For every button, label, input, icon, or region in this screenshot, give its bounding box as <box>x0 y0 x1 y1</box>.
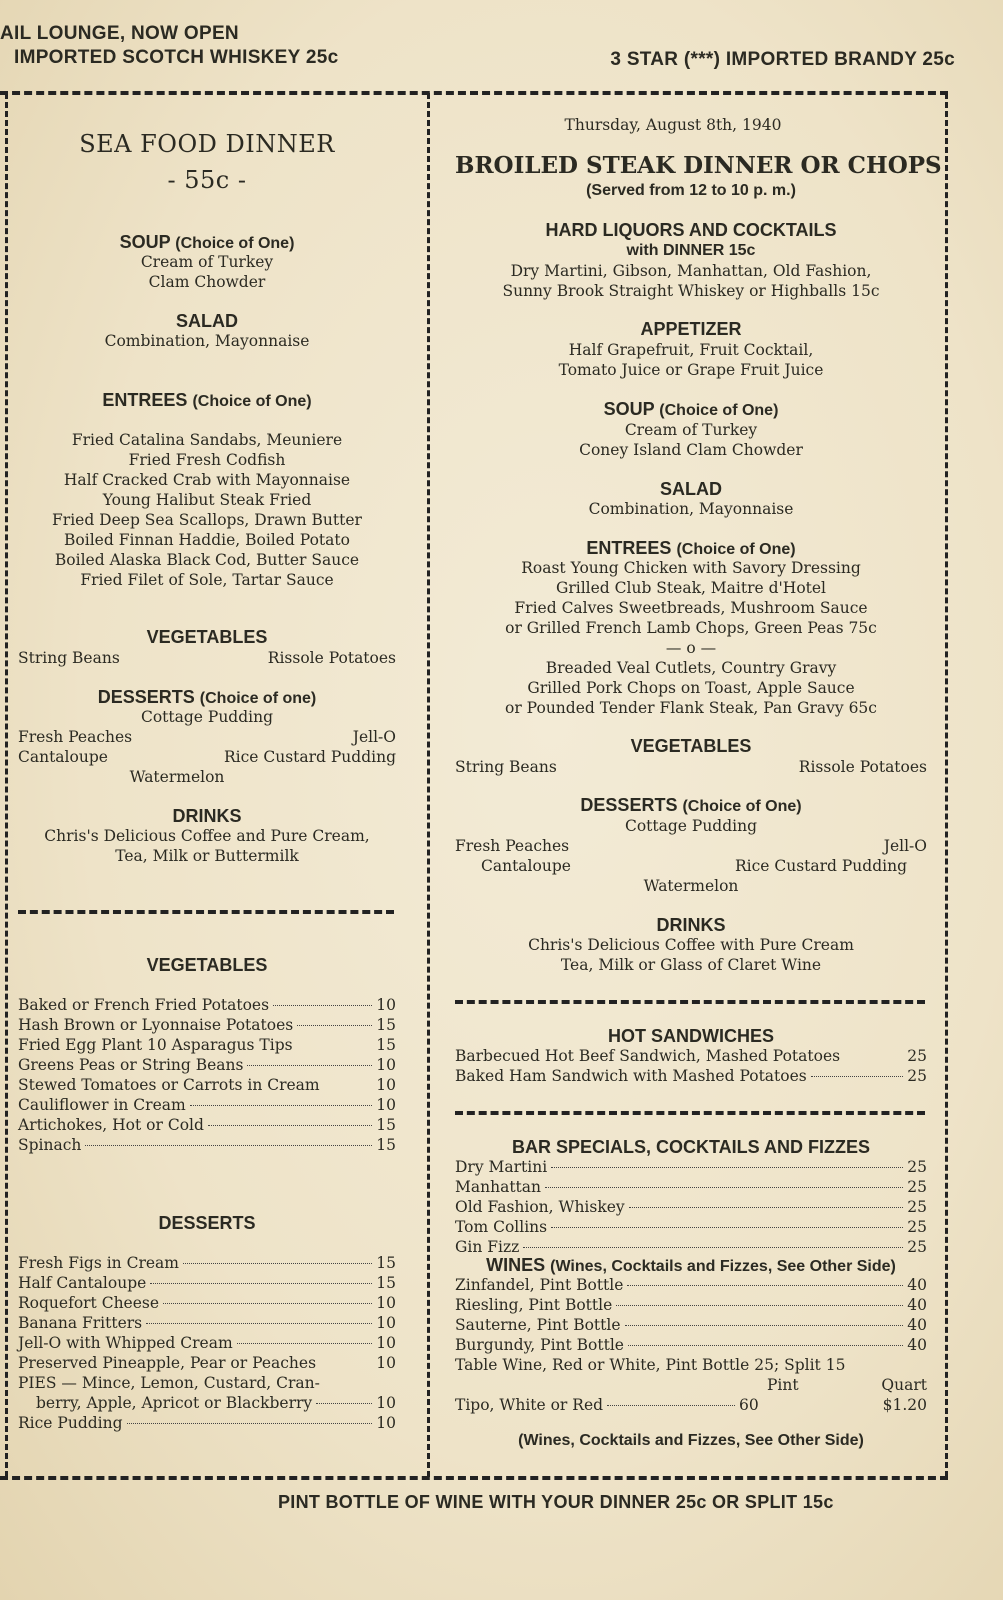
dessert-price-row-name: Roquefort Cheese <box>18 1294 160 1312</box>
bar-price-row <box>455 1237 927 1257</box>
left-vegetables-row <box>18 648 396 668</box>
vegetable-price-row-leader <box>297 1025 372 1026</box>
right-entree-item: — o — <box>665 639 717 657</box>
vegetable-price-row-leader <box>85 1145 372 1146</box>
wine-price-row-price: 40 <box>907 1316 927 1334</box>
right-vegetables-heading <box>455 736 927 756</box>
vegetable-price-row-name: Greens Peas or String Beans <box>18 1056 244 1074</box>
pies-price-row-price: 10 <box>376 1394 396 1412</box>
vegetable-price-row <box>18 995 396 1015</box>
dessert-price-row <box>18 1353 396 1373</box>
vegetable-price-row-name: Cauliflower in Cream <box>18 1096 186 1114</box>
right-soup-title: SOUP <box>603 399 655 419</box>
header-scotch: IMPORTED SCOTCH WHISKEY 25c <box>14 47 339 68</box>
wines-note: (Wines, Cocktails and Fizzes, See Other Side) <box>550 1258 896 1275</box>
dessert-price-row-leader <box>163 1303 372 1304</box>
vegetable-price-row <box>18 1135 396 1155</box>
vegetable-price-row-name: Stewed Tomatoes or Carrots in Cream <box>18 1076 320 1094</box>
right-vegetables-row-left: String Beans <box>455 758 557 776</box>
dessert-price-row-price: 10 <box>376 1314 396 1332</box>
right-entrees-title: ENTREES <box>586 538 672 558</box>
broiled-steak-title: BROILED STEAK DINNER OR CHOPS <box>455 152 942 179</box>
left-soup-note: (Choice of One) <box>175 235 295 252</box>
header-line1: AIL LOUNGE, NOW OPEN <box>0 23 239 44</box>
wine-price-row <box>455 1335 927 1355</box>
vegetable-price-row-leader <box>247 1065 372 1066</box>
vegetable-price-row-price: 15 <box>376 1016 396 1034</box>
vegetable-price-row-price: 10 <box>376 1076 396 1094</box>
dessert-price-row-leader <box>150 1283 372 1284</box>
appetizer-item: Half Grapefruit, Fruit Cocktail, <box>568 341 814 359</box>
vegetable-price-row <box>18 1015 396 1035</box>
bar-price-row-price: 25 <box>907 1198 927 1216</box>
left-soup-title: SOUP <box>119 232 171 252</box>
right-desserts-title: DESSERTS <box>580 795 678 815</box>
sandwich-price-row-price: 25 <box>907 1047 927 1065</box>
liquors-heading <box>455 220 927 240</box>
left-dessert-row <box>18 747 396 767</box>
bar-specials-title: BAR SPECIALS, COCKTAILS AND FIZZES <box>511 1137 870 1157</box>
alacarte-desserts-title: DESSERTS <box>158 1213 256 1233</box>
dessert-price-row-price: 10 <box>376 1334 396 1352</box>
left-entrees-note: (Choice of One) <box>192 393 312 410</box>
bar-price-row-name: Old Fashion, Whiskey <box>455 1198 625 1216</box>
left-salad-title: SALAD <box>176 311 238 331</box>
sea-food-dinner-title: SEA FOOD DINNER <box>79 130 335 158</box>
bar-price-row-price: 25 <box>907 1218 927 1236</box>
header-brandy: 3 STAR (***) IMPORTED BRANDY 25c <box>610 49 955 70</box>
left-vegetables-title: VEGETABLES <box>146 627 268 647</box>
bar-price-row-price: 25 <box>907 1178 927 1196</box>
vegetable-price-row <box>18 1095 396 1115</box>
dessert-price-row-name: Jell-O with Whipped Cream <box>18 1334 233 1352</box>
right-entree-item: Roast Young Chicken with Savory Dressing <box>521 559 861 577</box>
wine-price-row-price: 40 <box>907 1276 927 1294</box>
dessert-price-row-name: Preserved Pineapple, Pear or Peaches <box>18 1354 317 1372</box>
bar-specials-heading <box>455 1137 927 1157</box>
left-entrees-title: ENTREES <box>102 390 188 410</box>
sandwich-price-row <box>455 1066 927 1086</box>
left-vegetables-row-right: Rissole Potatoes <box>267 649 396 667</box>
appetizer-heading <box>455 319 927 339</box>
right-drinks-item: Chris's Delicious Coffee with Pure Cream <box>528 936 854 954</box>
tipo-row <box>455 1395 927 1415</box>
sea-food-dinner-price: - 55c - <box>167 166 247 194</box>
dessert-price-row <box>18 1413 396 1433</box>
right-dessert-center: Cottage Pudding <box>624 817 758 835</box>
dessert-price-row-name: Banana Fritters <box>18 1314 143 1332</box>
bar-price-row <box>455 1217 927 1237</box>
bottom-border <box>0 1476 948 1480</box>
bar-price-row-name: Gin Fizz <box>455 1238 520 1256</box>
wine-price-row-leader <box>625 1325 904 1326</box>
wine-price-row-leader <box>628 1345 903 1346</box>
hot-sandwiches-title: HOT SANDWICHES <box>608 1026 774 1046</box>
sandwich-price-row-price: 25 <box>907 1067 927 1085</box>
right-salad-heading <box>455 479 927 499</box>
liquors-title: HARD LIQUORS AND COCKTAILS <box>545 220 837 240</box>
right-dessert-row-left: Cantaloupe <box>481 857 571 875</box>
vegetable-price-row <box>18 1055 396 1075</box>
right-desserts-heading <box>455 795 927 817</box>
dessert-price-row-name: Fresh Figs in Cream <box>18 1254 179 1272</box>
right-entree-item: Grilled Pork Chops on Toast, Apple Sauce <box>527 679 855 697</box>
dessert-price-row <box>18 1293 396 1313</box>
right-entree-item: or Pounded Tender Flank Steak, Pan Gravy 65c <box>505 699 877 717</box>
tipo-pint-price: 60 <box>739 1396 759 1414</box>
dessert-price-row-leader <box>146 1323 372 1324</box>
bar-price-row <box>455 1177 927 1197</box>
left-dessert-row-right: Rice Custard Pudding <box>223 748 396 766</box>
table-wine: Table Wine, Red or White, Pint Bottle 25; Split 15 <box>455 1356 846 1374</box>
menu-date: Thursday, August 8th, 1940 <box>564 116 782 134</box>
bar-price-row-leader <box>551 1167 903 1168</box>
left-drinks-item: Tea, Milk or Buttermilk <box>115 847 299 865</box>
dessert-price-row-leader <box>237 1343 373 1344</box>
right-dessert-row <box>455 856 927 876</box>
wine-price-row-name: Burgundy, Pint Bottle <box>455 1336 624 1354</box>
dessert-price-row-name: Half Cantaloupe <box>18 1274 147 1292</box>
right-entree-item: Fried Calves Sweetbreads, Mushroom Sauce <box>514 599 868 617</box>
alacarte-desserts-heading <box>18 1213 396 1233</box>
bar-price-row-leader <box>629 1207 904 1208</box>
bar-price-row-name: Tom Collins <box>455 1218 548 1236</box>
dessert-price-row-price: 10 <box>376 1294 396 1312</box>
dessert-price-row-price: 15 <box>376 1254 396 1272</box>
pies-price-row-leader <box>316 1403 372 1404</box>
left-vegetables-row-left: String Beans <box>18 649 120 667</box>
bar-price-row-leader <box>523 1247 903 1248</box>
right-vegetables-row <box>455 757 927 777</box>
left-entree-item: Fried Deep Sea Scallops, Drawn Butter <box>52 511 362 529</box>
left-soup-item: Clam Chowder <box>148 273 266 291</box>
bar-price-row-leader <box>551 1227 903 1228</box>
right-entrees-note: (Choice of One) <box>676 541 796 558</box>
left-drinks-heading <box>18 806 396 826</box>
left-desserts-title: DESSERTS <box>97 687 195 707</box>
wines-title: WINES <box>486 1255 546 1275</box>
vegetable-price-row <box>18 1115 396 1135</box>
section-divider <box>455 1000 925 1004</box>
left-entree-item: Boiled Finnan Haddie, Boiled Potato <box>64 531 350 549</box>
wine-price-row-name: Riesling, Pint Bottle <box>455 1296 613 1314</box>
vegetable-price-row-leader <box>208 1125 372 1126</box>
left-desserts-heading <box>18 687 396 709</box>
dessert-price-row <box>18 1313 396 1333</box>
dessert-price-row <box>18 1253 396 1273</box>
tipo-name: Tipo, White or Red <box>455 1396 604 1414</box>
dessert-price-row-price: 15 <box>376 1274 396 1292</box>
wine-price-row <box>455 1295 927 1315</box>
left-salad-item: Combination, Mayonnaise <box>104 332 310 350</box>
sandwich-price-row-leader <box>811 1076 904 1077</box>
wine-size-headers <box>455 1375 927 1395</box>
left-dessert-row <box>18 727 396 747</box>
vegetable-price-row-price: 10 <box>376 1056 396 1074</box>
alacarte-vegetables-heading <box>18 955 396 975</box>
vegetable-price-row <box>18 1035 396 1055</box>
dessert-price-row <box>18 1333 396 1353</box>
wine-price-row <box>455 1275 927 1295</box>
top-border <box>0 91 948 95</box>
bar-price-row-leader <box>545 1187 903 1188</box>
vegetable-price-row-price: 15 <box>376 1116 396 1134</box>
left-entree-item: Half Cracked Crab with Mayonnaise <box>63 471 351 489</box>
tipo-quart-price: $1.20 <box>882 1396 927 1414</box>
left-entrees-heading <box>18 390 396 412</box>
left-desserts-note: (Choice of one) <box>199 690 317 707</box>
right-drinks-title: DRINKS <box>656 915 726 935</box>
section-divider <box>455 1111 925 1115</box>
right-entree-item: Grilled Club Steak, Maitre d'Hotel <box>555 579 827 597</box>
left-entree-item: Boiled Alaska Black Cod, Butter Sauce <box>54 551 360 569</box>
dessert-price-row-price: 10 <box>376 1354 396 1372</box>
bar-price-row-name: Manhattan <box>455 1178 541 1196</box>
pies-line: PIES — Mince, Lemon, Custard, Cran- <box>18 1374 320 1392</box>
wine-size-headers-right: Quart <box>881 1376 927 1394</box>
left-dessert-center: Watermelon <box>129 768 225 786</box>
vegetable-price-row-price: 15 <box>376 1136 396 1154</box>
vegetable-price-row-name: Artichokes, Hot or Cold <box>18 1116 204 1134</box>
left-salad-heading <box>18 311 396 331</box>
right-salad-item: Combination, Mayonnaise <box>588 500 794 518</box>
left-dessert-center: Cottage Pudding <box>140 708 274 726</box>
alacarte-vegetables-title: VEGETABLES <box>146 955 268 975</box>
left-entree-item: Fried Catalina Sandabs, Meuniere <box>71 431 343 449</box>
vegetable-price-row <box>18 1075 396 1095</box>
right-border <box>945 93 948 1477</box>
wine-price-row <box>455 1315 927 1335</box>
vegetable-price-row-price: 15 <box>376 1036 396 1054</box>
right-soup-item: Coney Island Clam Chowder <box>579 441 803 459</box>
bar-price-row <box>455 1197 927 1217</box>
column-divider <box>427 93 430 1477</box>
bar-price-row-name: Dry Martini <box>455 1158 548 1176</box>
bar-price-row-price: 25 <box>907 1238 927 1256</box>
left-entree-item: Fried Fresh Codfish <box>128 451 286 469</box>
vegetable-price-row-name: Fried Egg Plant 10 Asparagus Tips <box>18 1036 293 1054</box>
wine-price-row-leader <box>627 1285 903 1286</box>
bar-price-row <box>455 1157 927 1177</box>
footer-note: PINT BOTTLE OF WINE WITH YOUR DINNER 25c OR SPLIT 15c <box>278 1492 834 1512</box>
sandwich-price-row <box>455 1046 927 1066</box>
hot-sandwiches-heading <box>455 1026 927 1046</box>
right-soup-note: (Choice of One) <box>659 402 779 419</box>
sandwich-price-row-name: Baked Ham Sandwich with Mashed Potatoes <box>455 1067 807 1085</box>
vegetable-price-row-leader <box>273 1005 372 1006</box>
wines-note: (Wines, Cocktails and Fizzes, See Other Side) <box>518 1432 864 1449</box>
left-dessert-row-right: Jell-O <box>352 728 396 746</box>
wine-price-row-price: 40 <box>907 1296 927 1314</box>
dessert-price-row-price: 10 <box>376 1414 396 1432</box>
served-hours: (Served from 12 to 10 p. m.) <box>586 182 796 199</box>
right-salad-title: SALAD <box>660 479 722 499</box>
wine-price-row-name: Sauterne, Pint Bottle <box>455 1316 621 1334</box>
wines-heading <box>455 1255 927 1277</box>
left-dessert-row-left: Cantaloupe <box>18 748 108 766</box>
left-soup-heading <box>18 232 396 254</box>
wine-size-headers-left: Pint <box>767 1376 799 1394</box>
left-vegetables-heading <box>18 627 396 647</box>
right-dessert-center: Watermelon <box>643 877 739 895</box>
wine-price-row-name: Zinfandel, Pint Bottle <box>455 1276 624 1294</box>
right-vegetables-title: VEGETABLES <box>630 736 752 756</box>
pies-price-row <box>18 1393 396 1413</box>
right-dessert-row <box>455 836 927 856</box>
vegetable-price-row-leader <box>190 1105 373 1106</box>
dessert-price-row <box>18 1273 396 1293</box>
right-soup-item: Cream of Turkey <box>624 421 758 439</box>
section-divider <box>18 910 394 914</box>
liquors-item: Sunny Brook Straight Whiskey or Highballs 15c <box>502 282 880 300</box>
right-desserts-note: (Choice of One) <box>682 798 802 815</box>
right-drinks-item: Tea, Milk or Glass of Claret Wine <box>560 956 822 974</box>
vegetable-price-row-name: Hash Brown or Lyonnaise Potatoes <box>18 1016 294 1034</box>
left-dessert-row-left: Fresh Peaches <box>18 728 133 746</box>
pies-price-row-name: berry, Apple, Apricot or Blackberry <box>36 1394 313 1412</box>
vegetable-price-row-name: Spinach <box>18 1136 82 1154</box>
vegetable-price-row-price: 10 <box>376 1096 396 1114</box>
dessert-price-row-name: Rice Pudding <box>18 1414 123 1432</box>
appetizer-item: Tomato Juice or Grape Fruit Juice <box>558 361 824 379</box>
bar-price-row-price: 25 <box>907 1158 927 1176</box>
wine-price-row-price: 40 <box>907 1336 927 1354</box>
right-drinks-heading <box>455 915 927 935</box>
right-entrees-heading <box>455 538 927 560</box>
left-drinks-title: DRINKS <box>172 806 242 826</box>
left-entree-item: Fried Filet of Sole, Tartar Sauce <box>80 571 334 589</box>
right-dessert-row-right: Rice Custard Pudding <box>734 857 907 875</box>
vegetable-price-row-name: Baked or French Fried Potatoes <box>18 996 270 1014</box>
right-soup-heading <box>455 399 927 421</box>
wine-price-row-leader <box>616 1305 903 1306</box>
left-entree-item: Young Halibut Steak Fried <box>102 491 312 509</box>
right-dessert-row-left: Fresh Peaches <box>455 837 570 855</box>
dessert-price-row-leader <box>183 1263 372 1264</box>
liquors-sub: with DINNER 15c <box>626 242 756 259</box>
right-vegetables-row-right: Rissole Potatoes <box>798 758 927 776</box>
left-soup-item: Cream of Turkey <box>140 253 274 271</box>
right-entree-item: or Grilled French Lamb Chops, Green Peas 75c <box>505 619 877 637</box>
vegetable-price-row-price: 10 <box>376 996 396 1014</box>
left-drinks-item: Chris's Delicious Coffee and Pure Cream, <box>44 827 370 845</box>
liquors-item: Dry Martini, Gibson, Manhattan, Old Fashion, <box>510 262 872 280</box>
right-dessert-row-right: Jell-O <box>883 837 927 855</box>
dessert-price-row-leader <box>127 1423 373 1424</box>
appetizer-title: APPETIZER <box>640 319 742 339</box>
tipo-leader <box>607 1405 735 1406</box>
right-entree-item: Breaded Veal Cutlets, Country Gravy <box>545 659 837 677</box>
sandwich-price-row-name: Barbecued Hot Beef Sandwich, Mashed Potatoes <box>455 1047 841 1065</box>
